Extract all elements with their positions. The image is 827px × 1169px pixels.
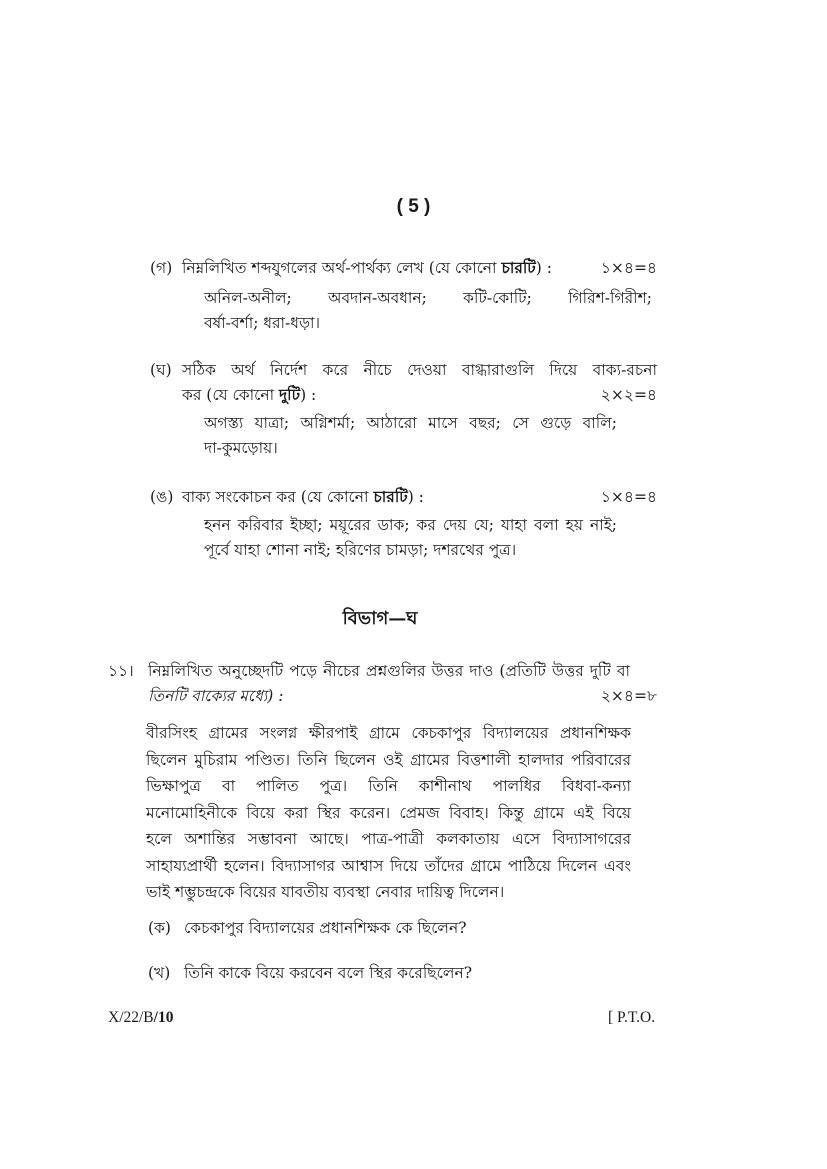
- passage-line: হলে অশান্তির সম্ভাবনা আছে। পাত্র-পাত্রী কলকাতায় এসে বিদ্যাসাগরের: [146, 830, 631, 848]
- pto-note: [ P.T.O.: [608, 1009, 656, 1026]
- question-ga-marks: ১×৪=৪: [600, 259, 657, 277]
- question-gha-items-row1: অগস্ত্য যাত্রা; অগ্নিশর্মা; আঠারো মাসে বছর; সে গুড়ে বালি;: [204, 414, 617, 432]
- passage-line: ভাই শম্ভুচন্দ্রকে বিয়ের যাবতীয় ব্যবস্থা নেবার দায়িত্ব দিলেন।: [146, 883, 505, 901]
- page-number: ( 5 ): [396, 196, 431, 217]
- question-gha-items-row2: দা-কুমড়োয়।: [204, 439, 278, 457]
- word-pair: অনিল-অনীল;: [204, 289, 292, 307]
- word-pair: কটি-কোটি;: [463, 289, 532, 307]
- question-gha-marks: ২×২=৪: [600, 386, 657, 404]
- paper-code: X/22/B/10: [108, 1009, 174, 1026]
- word-pair: অবদান-অবধান;: [328, 289, 427, 307]
- question-ga-items-row1: [204, 288, 652, 308]
- passage-line: বীরসিংহ গ্রামের সংলগ্ন ক্ষীরপাই গ্রামে কেচকাপুর বিদ্যালয়ের প্রধানশিক্ষক: [146, 724, 631, 742]
- question-ga-label: (গ): [150, 259, 173, 277]
- question-ga-text: নিম্নলিখিত শব্দযুগলের অর্থ-পার্থক্য লেখ (যে কোনো চারটি) :: [182, 258, 552, 277]
- question-11-line2: তিনটি বাক্যের মধ্যে) :: [148, 687, 284, 705]
- question-11-marks: ২×৪=৮: [600, 687, 657, 705]
- question-umo-text: বাক্য সংকোচন কর (যে কোনো চারটি) :: [182, 487, 424, 506]
- section-title: বিভাগ—ঘ: [342, 608, 418, 629]
- question-gha-line2: কর (যে কোনো দুটি) :: [182, 385, 317, 404]
- subquestion-ka: কেচকাপুর বিদ্যালয়ের প্রধানশিক্ষক কে ছিলেন?: [184, 919, 467, 937]
- question-umo-items-row2: পূর্বে যাহা শোনা নাই; হরিণের চামড়া; দশরথের পুত্র।: [204, 541, 517, 559]
- question-ga-items-row2: বর্ষা-বর্শা; ধরা-ধড়া।: [204, 314, 321, 332]
- question-gha-line1: সঠিক অর্থ নির্দেশ করে নীচে দেওয়া বাগ্ধারাগুলি দিয়ে বাক্য-রচনা: [182, 361, 657, 379]
- passage-line: সাহায্যপ্রার্থী হলেন। বিদ্যাসাগর আশ্বাস দিয়ে তাঁদের গ্রামে পাঠিয়ে দিলেন এবং: [146, 856, 631, 875]
- passage-line: ভিক্ষাপুত্র বা পালিত পুত্র। তিনি কাশীনাথ পালধির বিধবা-কন্যা: [146, 777, 631, 795]
- passage-line: মনোমোহিনীকে বিয়ে করা স্থির করেন। প্রেমজ বিবাহ। কিন্তু গ্রামে এই বিয়ে: [146, 803, 631, 822]
- question-11-line1: নিম্নলিখিত অনুচ্ছেদটি পড়ে নীচের প্রশ্নগুলির উত্তর দাও (প্রতিটি উত্তর দুটি বা: [148, 662, 630, 680]
- question-umo-label: (ঙ): [150, 488, 174, 506]
- word-pair: গিরিশ-গিরীশ;: [568, 289, 652, 307]
- subquestion-kha-label: (খ): [148, 964, 171, 982]
- question-umo-items-row1: হনন করিবার ইচ্ছা; ময়ূরের ডাক; কর দেয় যে; যাহা বলা হয় নাই;: [204, 516, 617, 534]
- subquestion-ka-label: (ক): [148, 919, 171, 937]
- question-umo-marks: ১×৪=৪: [600, 488, 657, 506]
- subquestion-kha: তিনি কাকে বিয়ে করবেন বলে স্থির করেছিলেন?: [184, 964, 473, 982]
- question-11-number: ১১।: [108, 662, 134, 680]
- passage: [146, 720, 631, 906]
- passage-line: ছিলেন মুচিরাম পণ্ডিত। তিনি ছিলেন ওই গ্রামের বিত্তশালী হালদার পরিবারের: [146, 750, 631, 769]
- question-gha-label: (ঘ): [150, 361, 172, 379]
